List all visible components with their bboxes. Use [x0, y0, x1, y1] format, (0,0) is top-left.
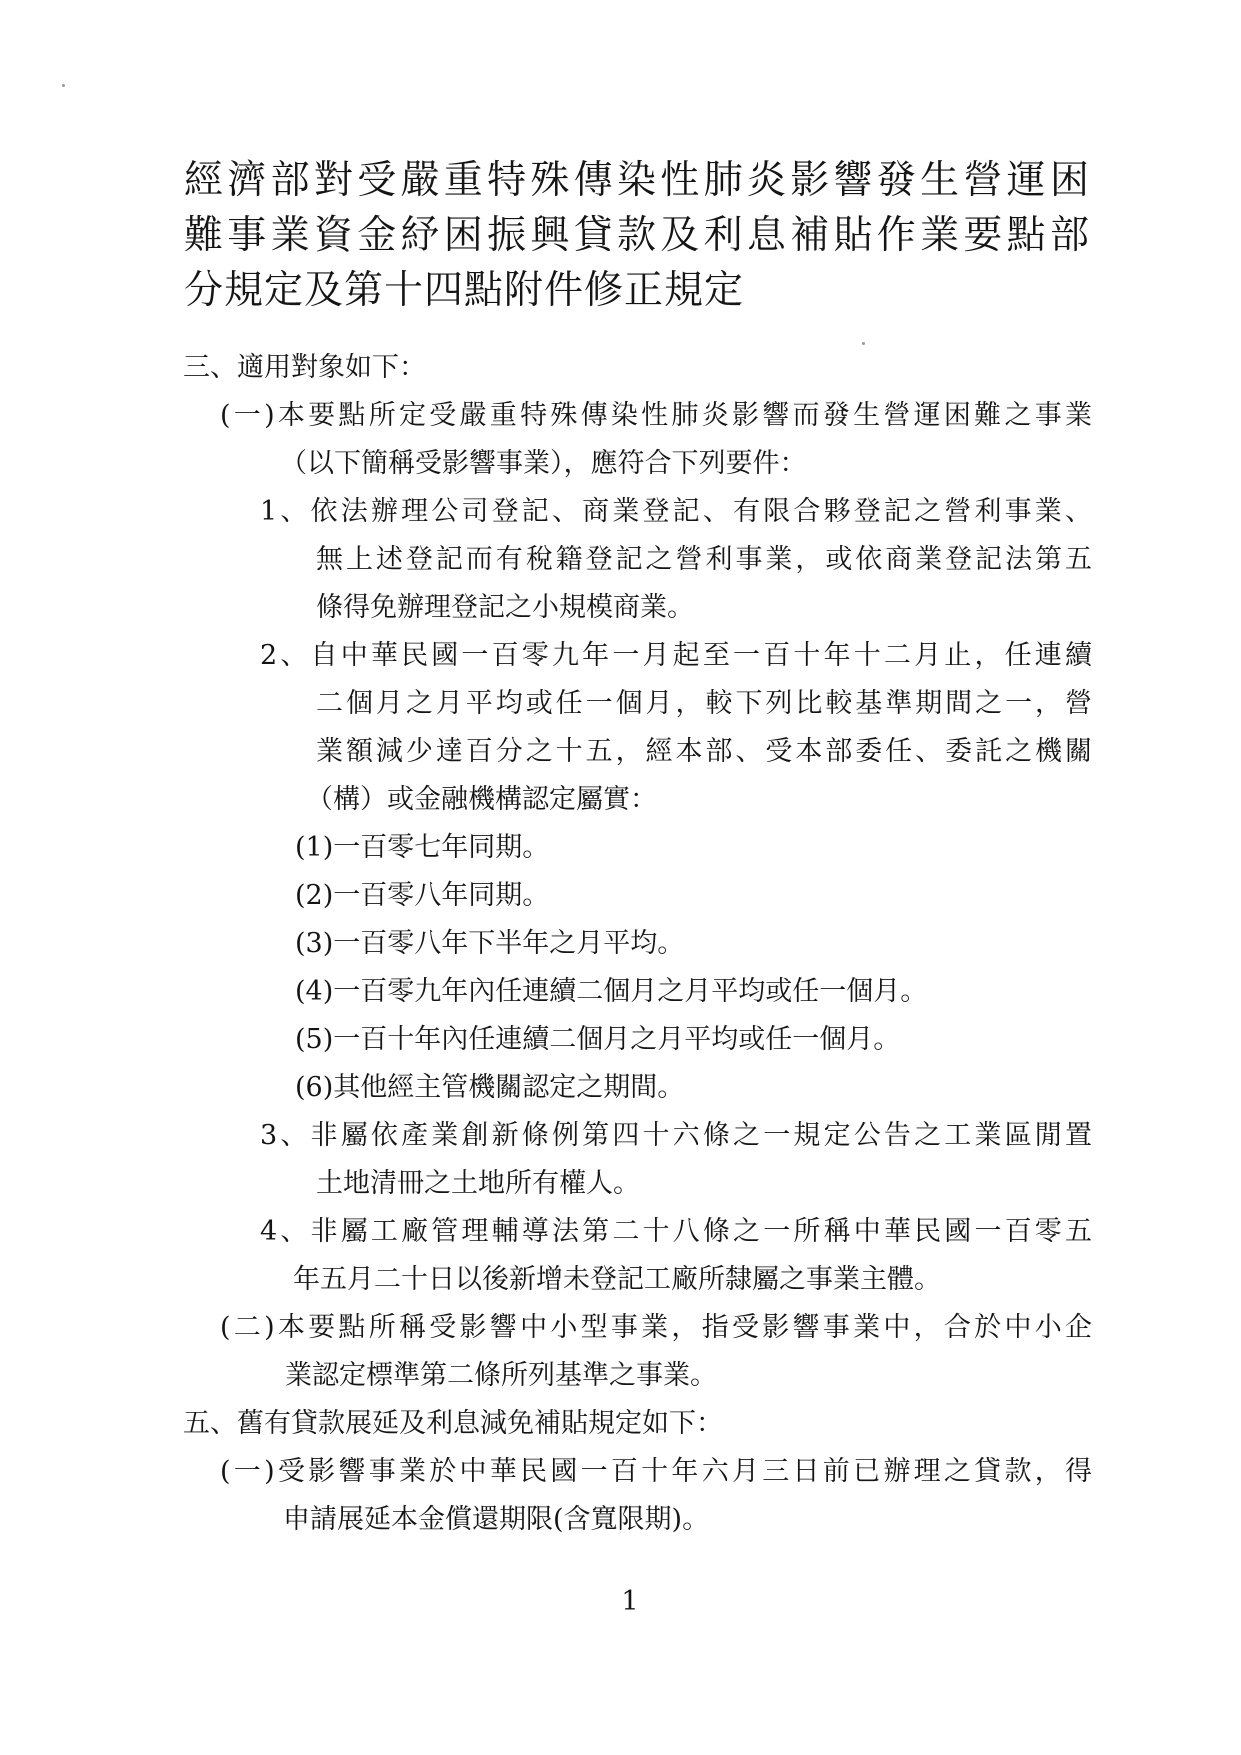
- section-3-item-2-line-2: 業認定標準第二條所列基準之事業。: [285, 1360, 717, 1391]
- requirement-4-line-2: 年五月二十日以後新增未登記工廠所隸屬之事業主體。: [293, 1264, 941, 1295]
- comparison-period-4: (4)一百零九年內任連續二個月之月平均或任一個月。: [295, 976, 928, 1007]
- scan-speck: [62, 84, 65, 87]
- requirement-1-line-3: 條得免辦理登記之小規模商業。: [316, 592, 694, 623]
- requirement-2-line-2: 二個月之月平均或任一個月，較下列比較基準期間之一，營: [316, 688, 1092, 719]
- section-5-heading: 五、舊有貸款展延及利息減免補貼規定如下：: [183, 1408, 723, 1439]
- requirement-2-line-4: （構）或金融機構認定屬實：: [306, 784, 657, 815]
- section-3-item-1-line-2: （以下簡稱受影響事業），應符合下列要件：: [280, 448, 807, 479]
- comparison-period-3: (3)一百零八年下半年之月平均。: [295, 928, 685, 959]
- section-3-item-2-line-1: (二)本要點所稱受影響中小型事業，指受影響事業中，合於中小企: [220, 1312, 1092, 1343]
- requirement-1-line-2: 無上述登記而有稅籍登記之營利事業，或依商業登記法第五: [316, 544, 1092, 575]
- comparison-period-1: (1)一百零七年同期。: [295, 832, 550, 863]
- requirement-3-line-1: 3、非屬依產業創新條例第四十六條之一規定公告之工業區閒置: [260, 1120, 1092, 1151]
- section-5-item-1-line-2: 申請展延本金償還期限(含寬限期)。: [283, 1504, 710, 1535]
- page-number: 1: [621, 1586, 639, 1617]
- requirement-2-line-1: 2、自中華民國一百零九年一月起至一百十年十二月止，任連續: [260, 640, 1092, 671]
- comparison-period-6: (6)其他經主管機關認定之期間。: [295, 1072, 685, 1103]
- requirement-4-line-1: 4、非屬工廠管理輔導法第二十八條之一所稱中華民國一百零五: [260, 1216, 1092, 1247]
- requirement-3-line-2: 土地清冊之土地所有權人。: [316, 1168, 640, 1199]
- requirement-1-line-1: 1、依法辦理公司登記、商業登記、有限合夥登記之營利事業、: [260, 496, 1092, 527]
- section-5-item-1-line-1: (一)受影響事業於中華民國一百十年六月三日前已辦理之貸款，得: [220, 1456, 1092, 1487]
- document-title-line-1: 經濟部對受嚴重特殊傳染性肺炎影響發生營運困: [184, 158, 1090, 203]
- scan-speck: [862, 342, 865, 345]
- requirement-2-line-3: 業額減少達百分之十五，經本部、受本部委任、委託之機關: [316, 736, 1092, 767]
- comparison-period-5: (5)一百十年內任連續二個月之月平均或任一個月。: [295, 1024, 901, 1055]
- document-title-line-2: 難事業資金紓困振興貸款及利息補貼作業要點部: [184, 213, 1090, 258]
- comparison-period-2: (2)一百零八年同期。: [295, 880, 550, 911]
- section-3-item-1-line-1: (一)本要點所定受嚴重特殊傳染性肺炎影響而發生營運困難之事業: [220, 400, 1092, 431]
- document-title-line-3: 分規定及第十四點附件修正規定: [184, 268, 745, 313]
- section-3-heading: 三、適用對象如下：: [183, 352, 426, 383]
